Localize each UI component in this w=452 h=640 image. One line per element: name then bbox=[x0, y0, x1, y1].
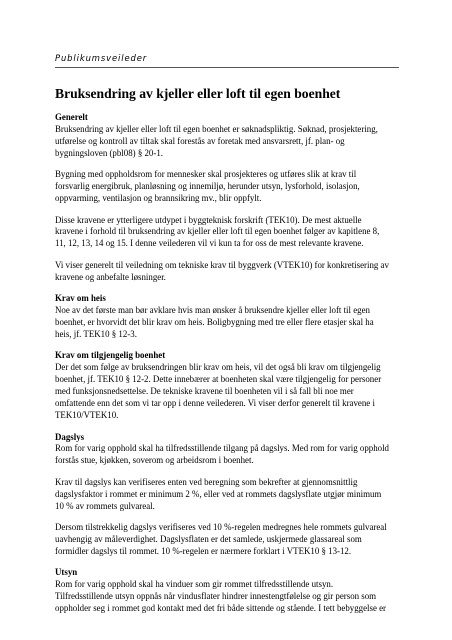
paragraph-line: 11, 12, 13, 14 og 15. I denne veilederen vil vi kun ta for oss de mest relevante kravene. bbox=[55, 238, 364, 249]
paragraph-line: TEK10/VTEK10. bbox=[55, 410, 119, 420]
paragraph-line: omfattende enn det som vi tar opp i denne veilederen. Vi viser derfor generelt til kravene i bbox=[55, 398, 375, 409]
paragraph-line: kravene i forhold til bruksendring av kjeller eller loft til egen boenhet følger av kapitlene 8, bbox=[55, 226, 380, 237]
paragraph-line: dagslysfaktor i rommet er minimum 2 %, eller ved at rommets dagslysflate utgjør minimum bbox=[55, 488, 382, 499]
paragraph-line: Noe av det første man bør avklare hvis man ønsker å bruksendre kjeller eller loft til egen bbox=[55, 305, 370, 316]
body-paragraph bbox=[55, 362, 400, 422]
paragraph-line: 10 % av rommets gulvareal. bbox=[55, 500, 155, 511]
paragraph-line: bygningsloven (pbl08) § 20-1. bbox=[55, 147, 163, 158]
document-header-label: Publikumsveileder bbox=[55, 53, 148, 63]
paragraph-line: Disse kravene er ytterligere utdypet i byggteknisk forskrift (TEK10). De mest aktuelle bbox=[55, 214, 362, 225]
paragraph-line: Dersom tilstrekkelig dagslys verifiseres ved 10 %-regelen medregnes hele rommets gulvareal bbox=[55, 522, 387, 533]
paragraph-line: Bygning med oppholdsrom for mennesker skal prosjekteres og utføres slik at krav til bbox=[55, 169, 357, 180]
body-paragraph bbox=[55, 579, 400, 615]
body-paragraph bbox=[55, 260, 400, 284]
paragraph-line: med funksjonsnedsettelse. De tekniske kravene til boenheten vil i så fall bli noe mer bbox=[55, 386, 354, 397]
paragraph-line: Tilfredsstillende utsyn oppnås når vindusflater hindrer innestengtfølelse og gir person som bbox=[55, 591, 377, 602]
section-heading: Generelt bbox=[55, 112, 88, 122]
body-paragraph bbox=[55, 305, 400, 341]
paragraph-line: utførelse og kontroll av tiltak skal forestås av foretak med ansvarsrett, jf. plan- og bbox=[55, 135, 345, 146]
document-body bbox=[55, 112, 400, 625]
paragraph-line: boenhet, jf. TEK10 § 12-2. Dette innebærer at boenheten skal være tilgjengelig for personer bbox=[55, 374, 382, 385]
paragraph-line: kravene og anbefalte løsninger. bbox=[55, 271, 166, 282]
document-section bbox=[55, 112, 400, 284]
paragraph-line: Vi viser generelt til veiledning om tekniske krav til byggverk (VTEK10) for konkretisering av bbox=[55, 259, 389, 270]
paragraph-line: Bruksendring av kjeller eller loft til egen boenhet er søknadspliktig. Søknad, prosjektering, bbox=[55, 123, 378, 134]
section-heading: Dagslys bbox=[55, 431, 85, 442]
body-paragraph bbox=[55, 477, 400, 513]
paragraph-line: Krav til dagslys kan verifiseres enten ved beregning som bekrefter at gjennomsnittlig bbox=[55, 476, 358, 487]
document-section bbox=[55, 293, 400, 341]
header-rule bbox=[55, 67, 399, 68]
body-paragraph bbox=[55, 124, 400, 160]
paragraph-line: Rom for varig opphold skal ha vinduer som gir rommet tilfredsstillende utsyn. bbox=[55, 579, 334, 590]
paragraph-line: formidler dagslys til rommet. 10 %-regelen er nærmere forklart i VTEK10 § 13-12. bbox=[55, 545, 352, 556]
paragraph-line: Rom for varig opphold skal ha tilfredsstillende tilgang på dagslys. Med rom for varig opphold bbox=[55, 443, 389, 454]
paragraph-line: oppvarming, ventilasjon og brannsikring mv., blir oppfylt. bbox=[55, 193, 262, 204]
body-paragraph bbox=[55, 169, 400, 205]
body-paragraph bbox=[55, 443, 400, 467]
paragraph-line: uavhengig av måleverdighet. Dagslysflaten er det samlede, uskjermede glassareal som bbox=[55, 534, 362, 545]
paragraph-line: Der det som følge av bruksendringen blir krav om heis, vil det også bli krav om tilgjengelig bbox=[55, 362, 381, 373]
paragraph-line: forsvarlig energibruk, planløsning og innemiljø, herunder utsyn, lysforhold, isolasjon, bbox=[55, 181, 360, 192]
section-heading: Krav om tilgjengelig boenhet bbox=[55, 350, 166, 361]
body-paragraph bbox=[55, 215, 400, 251]
paragraph-line: oppholder seg i rommet god kontakt med det fri både sittende og stående. I tett bebyggelse er bbox=[55, 603, 386, 614]
section-heading: Krav om heis bbox=[55, 293, 106, 304]
body-paragraph bbox=[55, 522, 400, 558]
document-section bbox=[55, 432, 400, 558]
paragraph-line: heis, jf. TEK10 § 12-3. bbox=[55, 328, 137, 339]
document-title: Bruksendring av kjeller eller loft til egen boenhet bbox=[55, 86, 341, 101]
paragraph-line: forstås stue, kjøkken, soverom og arbeidsrom i boenhet. bbox=[55, 455, 254, 466]
section-heading: Utsyn bbox=[55, 567, 78, 578]
document-section bbox=[55, 350, 400, 421]
paragraph-line: boenhet, er hvorvidt det blir krav om heis. Boligbygning med tre eller flere etasjer skal ha bbox=[55, 317, 374, 328]
document-section bbox=[55, 567, 400, 615]
